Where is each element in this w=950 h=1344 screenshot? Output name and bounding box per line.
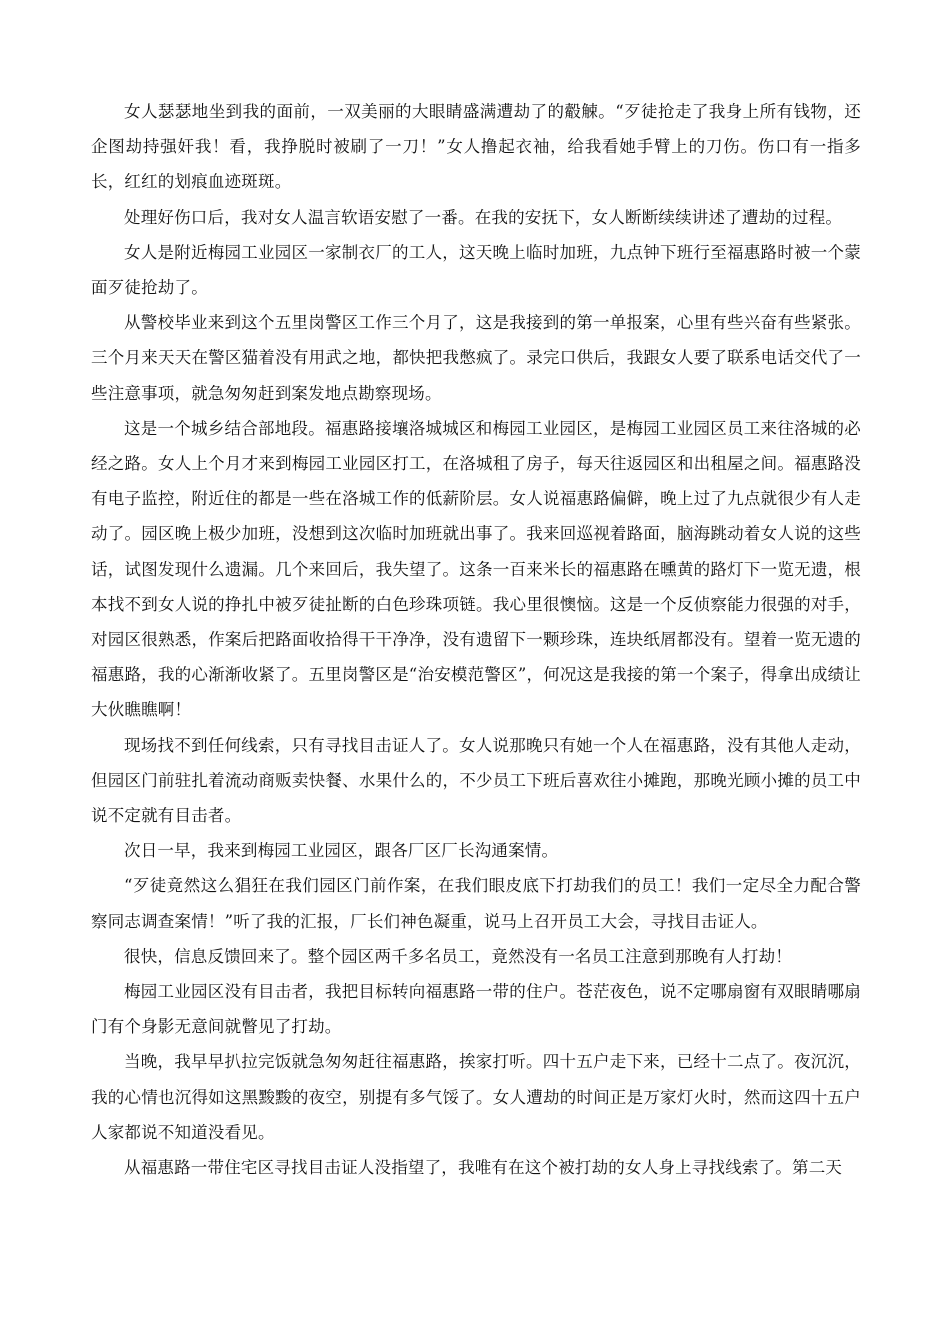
paragraph: 女人是附近梅园工业园区一家制衣厂的工人，这天晚上临时加班，九点钟下班行至福惠路时被一个蒙面歹徒抢劫了。 [91,242,861,298]
paragraph: 从警校毕业来到这个五里岗警区工作三个月了，这是我接到的第一单报案，心里有些兴奋有些紧张。三个月来天天在警区猫着没有用武之地，都快把我憋疯了。录完口供后，我跟女人要了联系电话交代了一些注意事项，就急匆匆赶到案发地点勘察现场。 [91,313,861,403]
paragraph: 从福惠路一带住宅区寻找目击证人没指望了，我唯有在这个被打劫的女人身上寻找线索了。第二天 [124,1158,843,1178]
paragraph: 当晚，我早早扒拉完饭就急匆匆赶往福惠路，挨家打听。四十五户走下来，已经十二点了。夜沉沉，我的心情也沉得如这黑黢黢的夜空，别提有多气馁了。女人遭劫的时间正是万家灯火时，然而这四十五户人家都说不知道没看见。 [91,1052,861,1142]
paragraph: 现场找不到任何线索，只有寻找目击证人了。女人说那晚只有她一个人在福惠路，没有其他人走动，但园区门前驻扎着流动商贩卖快餐、水果什么的，不少员工下班后喜欢往小摊跑，那晚光顾小摊的员工中说不定就有目击者。 [91,735,861,826]
paragraph: 次日一早，我来到梅园工业园区，跟各厂区厂长沟通案情。 [124,841,559,861]
story-text [91,94,861,1185]
paragraph: 梅园工业园区没有目击者，我把目标转向福惠路一带的住户。苍茫夜色，说不定哪扇窗有双眼睛哪扇门有个身影无意间就瞥见了打劫。 [91,982,861,1037]
paragraph: “歹徒竟然这么猖狂在我们园区门前作案，在我们眼皮底下打劫我们的员工！我们一定尽全力配合警察同志调查案情！”听了我的汇报，厂长们神色凝重，说马上召开员工大会，寻找目击证人。 [91,876,861,931]
paragraph: 这是一个城乡结合部地段。福惠路接壤洛城城区和梅园工业园区，是梅园工业园区员工来往洛城的必经之路。女人上个月才来到梅园工业园区打工，在洛城租了房子，每天往返园区和出租屋之间。福惠路没有电子监控，附近住的都是一些在洛城工作的低薪阶层。女人说福惠路偏僻，晚上过了九点就很少有人走动了。园区晚上极少加班，没想到这次临时加班就出事了。我来回巡视着路面，脑海跳动着女人说的这些话，试图发现什么遗漏。几个来回后，我失望了。这条一百来米长的福惠路在曛黄的路灯下一览无遗，根本找不到女人说的挣扎中被歹徒扯断的白色珍珠项链。我心里很懊恼。这是一个反侦察能力很强的对手，对园区很熟悉，作案后把路面收拾得干干净净，没有遗留下一颗珍珠，连块纸屑都没有。望着一览无遗的福惠路，我的心渐渐收紧了。五里岗警区是“治安模范警区”，何况这是我接的第一个案子，得拿出成绩让大伙瞧瞧啊！ [91,418,861,720]
paragraph: 女人瑟瑟地坐到我的面前，一双美丽的大眼睛盛满遭劫了的觳觫。“歹徒抢走了我身上所有钱物，还企图劫持强奸我！看，我挣脱时被刷了一刀！”女人撸起衣袖，给我看她手臂上的刀伤。伤口有一指多长，红红的划痕血迹斑斑。 [91,102,861,192]
paragraph: 处理好伤口后，我对女人温言软语安慰了一番。在我的安抚下，女人断断续续讲述了遭劫的过程。 [124,207,843,227]
paragraph: 很快，信息反馈回来了。整个园区两千多名员工，竟然没有一名员工注意到那晚有人打劫！ [124,946,792,966]
